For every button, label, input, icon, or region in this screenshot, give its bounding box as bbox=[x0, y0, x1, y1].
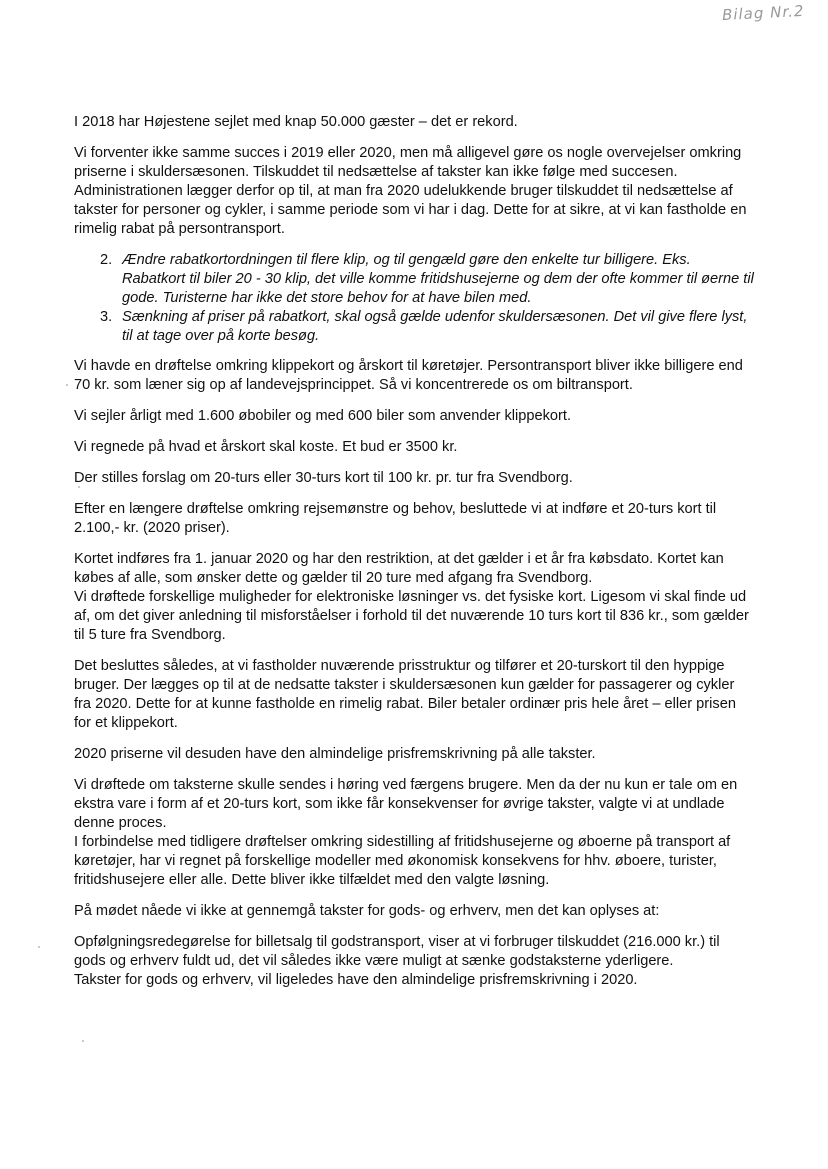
paragraph-annual-card-price: Vi regnede på hvad et årskort skal koste. Et bud er 3500 kr. bbox=[74, 439, 458, 455]
document-body bbox=[74, 113, 754, 1002]
proposal-text: Sænkning af priser på rabatkort, skal også gælde udenfor skuldersæsonen. Det vil give flere lyst, til at tage over på korte besøg. bbox=[122, 309, 748, 344]
paragraph-decision-20-trip: Efter en længere drøftelse omkring rejsemønstre og behov, besluttede vi at indføre et 20-turs kort til 2.100,- kr. (2020 priser). bbox=[74, 501, 717, 536]
paragraph-card-proposal: Der stilles forslag om 20-turs eller 30-turs kort til 100 kr. pr. tur fra Svendborg. bbox=[74, 470, 573, 486]
scan-speck bbox=[78, 486, 80, 488]
paragraph-freight-subsidy: Opfølgningsredegørelse for billetsalg til godstransport, viser at vi forbruger tilskuddet (216.000 kr.) til gods og erhverv fuldt ud, det vil således ikke være muligt at sænke godstaksterne yderligere. bbox=[74, 934, 720, 969]
proposal-item bbox=[74, 308, 754, 346]
paragraph-annual-traffic: Vi sejler årligt med 1.600 øbobiler og med 600 biler som anvender klippekort. bbox=[74, 408, 571, 424]
scan-speck bbox=[38, 946, 40, 948]
scan-speck bbox=[82, 1040, 84, 1042]
proposal-list bbox=[74, 251, 754, 346]
paragraph-equalization: I forbindelse med tidligere drøftelser omkring sidestilling af fritidshusejerne og øboerne på transport af køretøjer, har vi regnet på forskellige modeller med økonomisk konsekvens for hhv. øboere, turister, fritidshusejere eller alle. Dette bliver ikke tilfældet med den valgte løsning. bbox=[74, 834, 731, 888]
paragraph-electronic-solutions: Vi drøftede forskellige muligheder for elektroniske løsninger vs. det fysiske kort. Ligesom vi skal finde ud af, om det giver anledning til misforståelser i forhold til det nuværende 10 turs kort til 836 kr., som gælder til 5 ture fra Svendborg. bbox=[74, 589, 749, 643]
paragraph-price-indexation: 2020 priserne vil desuden have den almindelige prisfremskrivning på alle takster. bbox=[74, 746, 596, 762]
paragraph-passenger-record: I 2018 har Højestene sejlet med knap 50.000 gæster – det er rekord. bbox=[74, 114, 518, 130]
paragraph-freight-intro: På mødet nåede vi ikke at gennemgå takster for gods- og erhverv, men det kan oplyses at: bbox=[74, 903, 660, 919]
paragraph-card-introduction: Kortet indføres fra 1. januar 2020 og har den restriktion, at det gælder i et år fra købsdato. Kortet kan købes af alle, som ønsker dette og gælder til 20 ture med afgang fra Svendborg. bbox=[74, 551, 724, 586]
proposal-text: Ændre rabatkortordningen til flere klip, og til gengæld gøre den enkelte tur billigere. Eks. Rabatkort til biler 20 - 30 klip, det ville komme fritidshusejerne og dem der ofte kommer til øerne til gode. Turisterne har ikke det store behov for at have bilen med. bbox=[122, 252, 754, 306]
proposal-number: 2. bbox=[100, 252, 113, 268]
paragraph-punch-cards: Vi havde en drøftelse omkring klippekort og årskort til køretøjer. Persontransport bliver ikke billigere end 70 kr. som læner sig op af landevejsprincippet. Så vi koncentrerede os om biltransport. bbox=[74, 358, 743, 393]
paragraph-consultation: Vi drøftede om taksterne skulle sendes i høring ved færgens brugere. Men da der nu kun er tale om en ekstra vare i form af et 20-turs kort, som ikke får konsekvenser for øvrige takster, valgte vi at undlade denne proces. bbox=[74, 777, 738, 831]
proposal-number: 3. bbox=[100, 309, 113, 325]
paragraph-shoulder-season: Vi forventer ikke samme succes i 2019 eller 2020, men må alligevel gøre os nogle overvejelser omkring priserne i skuldersæsonen. Tilskuddet til nedsættelse af takster kan ikke følge med succesen. Administrationen lægger derfor op til, at man fra 2020 udelukkende bruger tilskuddet til nedsættelse af takster for personer og cykler, i samme periode som vi har i dag. Dette for at sikre, at vi kan fastholde en rimelig rabat på persontransport. bbox=[74, 145, 747, 237]
paragraph-price-structure: Det besluttes således, at vi fastholder nuværende prisstruktur og tilfører et 20-turskort til den hyppige bruger. Der lægges op til at de nedsatte takster i skuldersæsonen kun gælder for passagerer og cykler fra 2020. Dette for at kunne fastholde en rimelig rabat. Biler betaler ordinær pris hele året – eller prisen for et klippekort. bbox=[74, 658, 736, 731]
scan-speck bbox=[66, 384, 68, 386]
proposal-item bbox=[74, 251, 754, 308]
handwritten-stamp: Bilag Nr.2 bbox=[721, 1, 805, 25]
paragraph-freight-indexation: Takster for gods og erhverv, vil ligeledes have den almindelige prisfremskrivning i 2020. bbox=[74, 972, 638, 988]
